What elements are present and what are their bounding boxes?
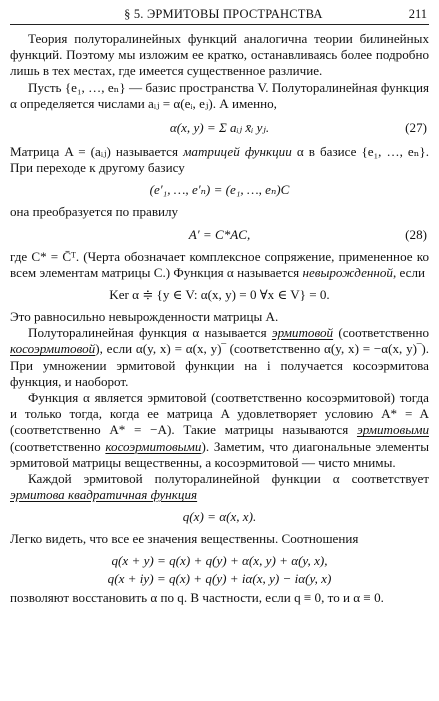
equation-28	[10, 225, 429, 245]
paragraph-quadratic-text: Каждой эрмитовой полуторалинейной функции α соответствует	[28, 471, 429, 487]
equation-polarization-line-1: q(x + y) = q(x) + q(y) + α(x, y) + α(y, x),	[111, 552, 328, 568]
paragraph-conjugate-text-1: где C* = C̄ᵀ. (Черта обозначает комплексное сопряжение, примененное ко всем элементам матрицы C.) Функция α называется	[10, 248, 429, 280]
term-function-matrix: матрицей функции	[183, 144, 292, 160]
term-nondegenerate: невырожденной	[302, 264, 393, 280]
term-hermitian-matrices: эрмитовыми	[356, 422, 429, 438]
paragraph-conjugate	[10, 249, 429, 281]
paragraph-matrices-text-3: ). Заметим, что диагональные элементы эрмитовой матрицы вещественны, а косоэрмитовой — чисто мнимы.	[10, 438, 430, 470]
paragraph-intro: Теория полуторалинейных функций аналогична теории билинейных функций. Поэтому мы изложим ее кратко, останавливаясь более подробно лишь в тех местах, где имеется существенное различие.	[10, 31, 429, 79]
running-header	[10, 7, 429, 25]
section-title: § 5. ЭРМИТОВЫ ПРОСТРАНСТВА	[124, 7, 323, 21]
paragraph-transform: она преобразуется по правилу	[10, 204, 179, 220]
paragraph-equivalence: Это равносильно невырожденности матрицы A.	[10, 309, 279, 325]
equation-basis-change-body: (e′₁, …, e′ₙ) = (e₁, …, eₙ)C	[149, 182, 290, 198]
equation-kernel-body: Ker α ≑ {y ∈ V: α(x, y) = 0 ∀x ∈ V} = 0.	[109, 287, 330, 303]
paragraph-matrices	[10, 390, 429, 471]
equation-27-body: α(x, y) = Σ aᵢⱼ x̄ᵢ yⱼ.	[169, 120, 270, 136]
equation-quadratic	[10, 507, 429, 527]
paragraph-quadratic	[10, 471, 429, 503]
equation-polarization-line-2: q(x + iy) = q(x) + q(y) + iα(x, y) − iα(y, x)	[107, 570, 332, 586]
equation-quadratic-body: q(x) = α(x, x).	[182, 509, 257, 525]
paragraph-real-values: Легко видеть, что все ее значения вещественны. Соотношения	[10, 531, 359, 547]
paragraph-conjugate-text-2: , если	[392, 264, 426, 280]
equation-basis-change	[10, 180, 429, 200]
paragraph-matrices-text-1: Функция α является эрмитовой (соответственно косоэрмитовой) тогда и только тогда, когда ее матрица A удовлетворяет условию A* = A (соответственно A* = −A). Такие матрицы называются	[10, 390, 429, 438]
equation-kernel	[10, 285, 429, 305]
term-hermitian: эрмитовой	[271, 325, 334, 341]
equation-28-body: A′ = C*AC,	[188, 226, 251, 242]
equation-27	[10, 116, 429, 140]
term-skew-hermitian: косоэрмитовой	[10, 341, 96, 357]
page-number: 211	[408, 7, 427, 21]
paragraph-basis: Пусть {e₁, …, eₙ} — базис пространства V. Полуторалинейная функция α определяется числами aᵢⱼ = α(eᵢ, eⱼ). А именно,	[10, 79, 429, 111]
equation-polarization	[10, 552, 429, 588]
paragraph-hermitian-text-3: ), если α(y, x) = α(x, y)‾ (соответственно α(y, x) = −α(x, y)‾). При умножении эрмитовой функции на i получается косоэрмитова функция, и наоборот.	[10, 341, 429, 389]
paragraph-matrix-text-1: Матрица A = (aᵢⱼ) называется	[10, 144, 184, 160]
paragraph-hermitian	[10, 325, 429, 390]
term-skew-hermitian-matrices: косоэрмитовыми	[105, 438, 202, 454]
paragraph-hermitian-text-2: (соответственно	[333, 325, 429, 341]
paragraph-matrix-text-2: α в базисе {e₁, …, eₙ}. При переходе к другому базису	[10, 144, 429, 176]
equation-27-number: (27)	[405, 120, 427, 136]
paragraph-restore: позволяют восстановить α по q. В частности, если q ≡ 0, то и α ≡ 0.	[10, 589, 384, 605]
equation-28-number: (28)	[405, 226, 427, 242]
paragraph-matrix	[10, 144, 429, 176]
term-hermitian-quadratic: эрмитова квадратичная функция	[10, 487, 198, 503]
paragraph-hermitian-text-1: Полуторалинейная функция α называется	[28, 325, 272, 341]
paragraph-matrices-text-2: (соответственно	[10, 438, 106, 454]
